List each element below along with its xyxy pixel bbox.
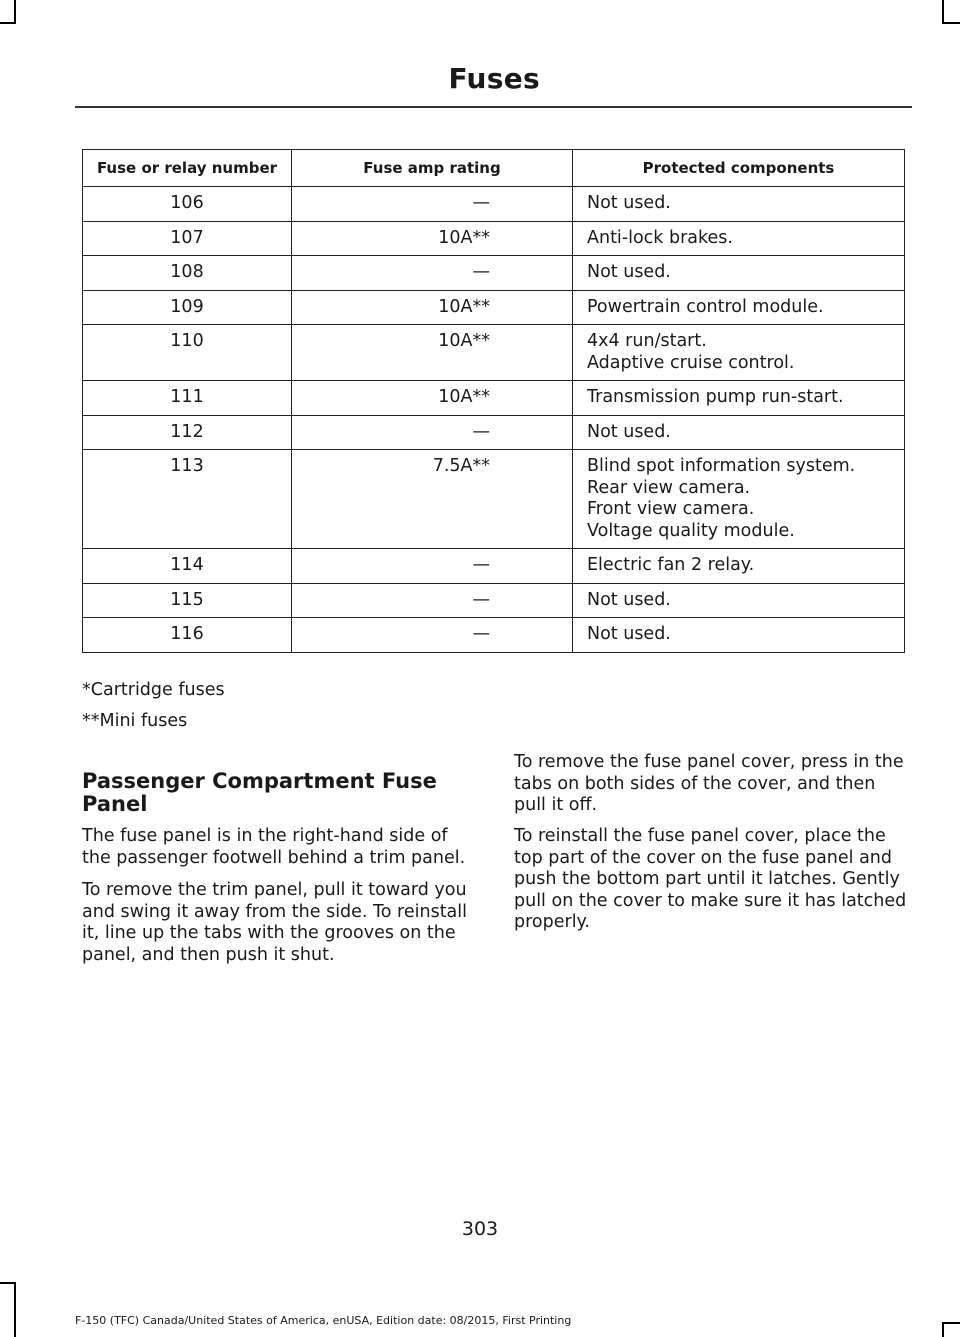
protected-components (573, 583, 905, 618)
crop-mark (942, 0, 944, 24)
table-row (83, 290, 905, 325)
fuse-number: 115 (83, 583, 292, 618)
amp-rating: 10A** (292, 381, 573, 416)
fuse-table (82, 149, 905, 653)
component-line: Anti-lock brakes. (587, 227, 733, 248)
amp-rating: — (292, 618, 573, 653)
crop-mark (14, 1282, 16, 1337)
edition-info: F-150 (TFC) Canada/United States of America, enUSA, Edition date: 08/2015, First Printing (75, 1314, 572, 1327)
table-row (83, 256, 905, 291)
crop-mark (944, 22, 960, 24)
table-row (83, 583, 905, 618)
fuse-number: 113 (83, 450, 292, 549)
protected-components (573, 450, 905, 549)
footnote-cartridge-fuses: *Cartridge fuses (82, 680, 225, 700)
footnote-mini-fuses: **Mini fuses (82, 711, 188, 731)
amp-rating: — (292, 256, 573, 291)
component-line: Rear view camera. (587, 477, 751, 498)
component-line: Voltage quality module. (587, 520, 795, 541)
table-row (83, 381, 905, 416)
component-line: Blind spot information system. (587, 456, 856, 476)
fuse-number: 114 (83, 549, 292, 584)
table-row (83, 618, 905, 653)
fuse-number: 111 (83, 381, 292, 416)
paragraph-fuse-panel-location: The fuse panel is in the right-hand side of the passenger footwell behind a trim panel. (82, 826, 466, 868)
crop-mark (0, 22, 16, 24)
component-line: Electric fan 2 relay. (587, 555, 755, 575)
component-line: Not used. (587, 193, 671, 213)
component-line: Not used. (587, 421, 671, 442)
amp-rating: 7.5A** (292, 450, 573, 549)
table-row (83, 221, 905, 256)
component-line: Not used. (587, 624, 671, 644)
component-line: Transmission pump run-start. (587, 387, 844, 407)
section-heading: Passenger Compartment Fuse Panel (82, 769, 437, 816)
fuse-number: 107 (83, 221, 292, 256)
paragraph-remove-fuse-cover: To remove the fuse panel cover, press in the tabs on both sides of the cover, and then pull it off. (514, 752, 904, 815)
column-header-protected-components: Protected components (573, 150, 905, 187)
fuse-number: 110 (83, 325, 292, 381)
component-line: Not used. (587, 589, 671, 610)
fuse-number: 109 (83, 290, 292, 325)
amp-rating: — (292, 187, 573, 222)
protected-components (573, 187, 905, 222)
header-divider (75, 106, 912, 108)
protected-components (573, 290, 905, 325)
protected-components (573, 618, 905, 653)
fuse-number: 112 (83, 415, 292, 450)
fuse-number: 106 (83, 187, 292, 222)
protected-components (573, 381, 905, 416)
amp-rating: 10A** (292, 290, 573, 325)
component-line: Front view camera. (587, 499, 755, 519)
protected-components (573, 221, 905, 256)
page-title: Fuses (448, 62, 540, 95)
page-number: 303 (461, 1218, 499, 1240)
component-line: Powertrain control module. (587, 296, 824, 317)
crop-mark (944, 1322, 960, 1324)
amp-rating: — (292, 415, 573, 450)
protected-components (573, 549, 905, 584)
table-row (83, 549, 905, 584)
crop-mark (14, 0, 16, 24)
table-row (83, 415, 905, 450)
component-line: Adaptive cruise control. (587, 352, 795, 373)
protected-components (573, 325, 905, 381)
table-header-row (83, 150, 905, 187)
crop-mark (942, 1322, 944, 1337)
table-row (83, 325, 905, 381)
column-header-fuse-number: Fuse or relay number (83, 150, 292, 187)
table-row (83, 187, 905, 222)
crop-mark (0, 1282, 16, 1284)
amp-rating: 10A** (292, 221, 573, 256)
component-line: 4x4 run/start. (587, 331, 707, 351)
paragraph-remove-trim-panel: To remove the trim panel, pull it toward you and swing it away from the side. To reinstall it, line up the tabs with the grooves on the panel, and then push it shut. (82, 880, 467, 965)
amp-rating: 10A** (292, 325, 573, 381)
amp-rating: — (292, 549, 573, 584)
protected-components (573, 256, 905, 291)
component-line: Not used. (587, 262, 671, 282)
protected-components (573, 415, 905, 450)
column-header-amp-rating: Fuse amp rating (292, 150, 573, 187)
paragraph-reinstall-fuse-cover: To reinstall the fuse panel cover, place the top part of the cover on the fuse panel and push the bottom part until it latches. Gently pull on the cover to make sure it has latched properly. (514, 826, 907, 932)
table-row (83, 450, 905, 549)
fuse-number: 116 (83, 618, 292, 653)
fuse-number: 108 (83, 256, 292, 291)
amp-rating: — (292, 583, 573, 618)
